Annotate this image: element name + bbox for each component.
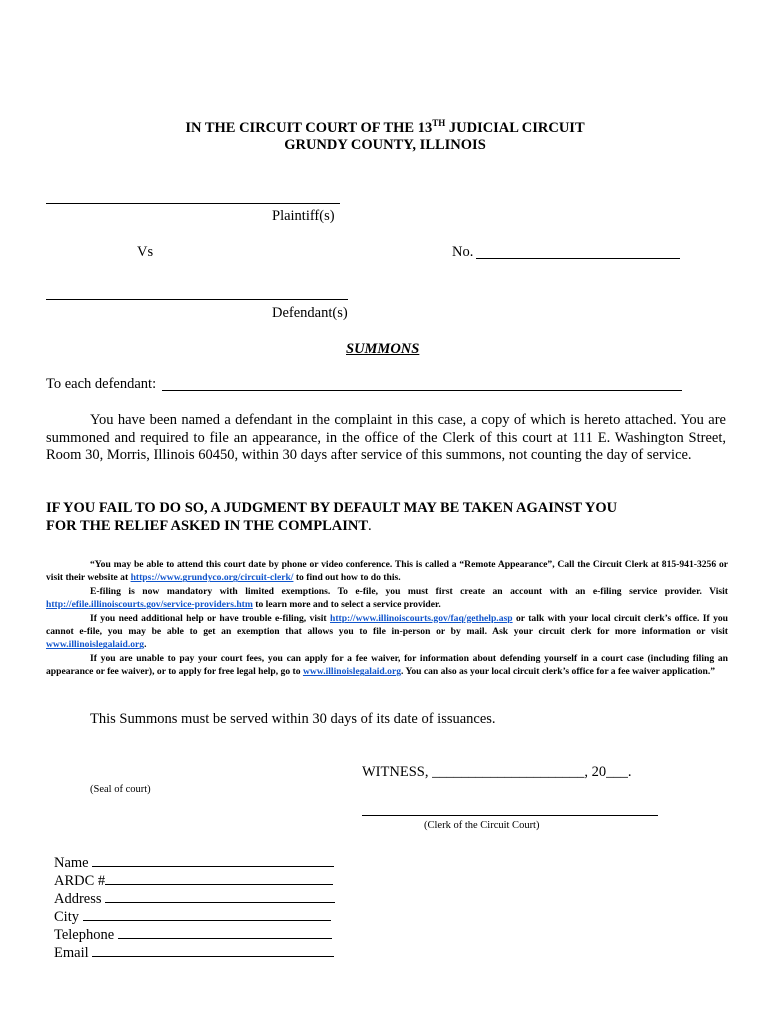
circuit-clerk-link[interactable]: https://www.grundyco.org/circuit-clerk/	[130, 572, 294, 584]
attorney-name-field[interactable]: Name	[54, 853, 334, 872]
attorney-telephone-field[interactable]: Telephone	[54, 925, 332, 944]
legalaid-link-1[interactable]: www.illinoislegalaid.org	[46, 639, 145, 651]
attorney-address-field[interactable]: Address	[54, 889, 335, 908]
plaintiff-label: Plaintiff(s)	[272, 208, 335, 224]
gethelp-link[interactable]: http://www.illinoiscourts.gov/faq/gethelp.asp	[330, 612, 513, 624]
witness-line: WITNESS, _____________________, 20___.	[362, 764, 632, 780]
clerk-signature-line[interactable]	[362, 815, 658, 816]
clerk-label: (Clerk of the Circuit Court)	[424, 820, 540, 831]
case-number-label: No.	[452, 244, 474, 260]
attorney-ardc-field[interactable]: ARDC #	[54, 871, 333, 890]
to-defendant-label: To each defendant:	[46, 376, 157, 392]
service-deadline-text: This Summons must be served within 30 days of its date of issuances.	[90, 711, 496, 727]
defendant-label: Defendant(s)	[272, 305, 348, 321]
attorney-email-field[interactable]: Email	[54, 943, 334, 962]
case-number-line[interactable]	[476, 258, 680, 259]
remote-appearance-notice: “You may be able to attend this court date by phone or video conference. This is called a “Remote Appearance”, Call the Circuit Clerk at 815-941-3256 or visit their website at https://www.grundyco.org/circuit-clerk/ to find out how to do this. E-filing is now mandatory with limited exemptions. To e-file, you must first create an account with an e-filing service provider. Visit http://efile.illinoiscourts.gov/service-providers.htm to learn more and to select a service provider. If you need additional help or have trouble e-filing, visit http://www.illinoiscourts.gov/faq/gethelp.asp or talk with your local circuit clerk’s office. If you cannot e-file, you may be able to get an exemption that allows you to file in-person or by mail. Ask your circuit clerk for more information or visit www.illinoislegalaid.org. If you are unable to pay your court fees, you can apply for a fee waiver, for information about defending yourself in a court case (including filing an appearance or fee waiver), or to apply for free legal help, go to www.illinoislegalaid.org. You can also as your local circuit clerk’s office for a fee waiver application.”	[46, 559, 728, 678]
default-judgment-warning: IF YOU FAIL TO DO SO, A JUDGMENT BY DEFAULT MAY BE TAKEN AGAINST YOU FOR THE RELIEF ASKED IN THE COMPLAINT.	[46, 500, 618, 534]
versus-label: Vs	[137, 244, 154, 260]
legalaid-link-2[interactable]: www.illinoislegalaid.org	[302, 666, 402, 678]
defendant-name-line[interactable]	[46, 299, 348, 300]
attorney-city-field[interactable]: City	[54, 907, 331, 926]
court-heading-line1: IN THE CIRCUIT COURT OF THE 13TH JUDICIAL CIRCUIT	[185, 118, 585, 136]
witness-date-blank[interactable]: _____________________	[432, 764, 585, 780]
court-heading-line2: GRUNDY COUNTY, ILLINOIS	[284, 137, 486, 153]
summons-paragraph: You have been named a defendant in the complaint in this case, a copy of which is hereto attached. You are summoned and required to file an appearance, in the office of the Clerk of this court at 111 E. Washington Street, Room 30, Morris, Illinois 60450, within 30 days after service of this summons, not counting the day of service.	[46, 412, 726, 463]
plaintiff-name-line[interactable]	[46, 203, 340, 204]
service-providers-link[interactable]: http://efile.illinoiscourts.gov/service-providers.htm	[46, 599, 253, 611]
to-defendant-line[interactable]	[162, 390, 682, 391]
seal-of-court-label: (Seal of court)	[90, 784, 151, 795]
summons-title: SUMMONS	[346, 341, 420, 357]
